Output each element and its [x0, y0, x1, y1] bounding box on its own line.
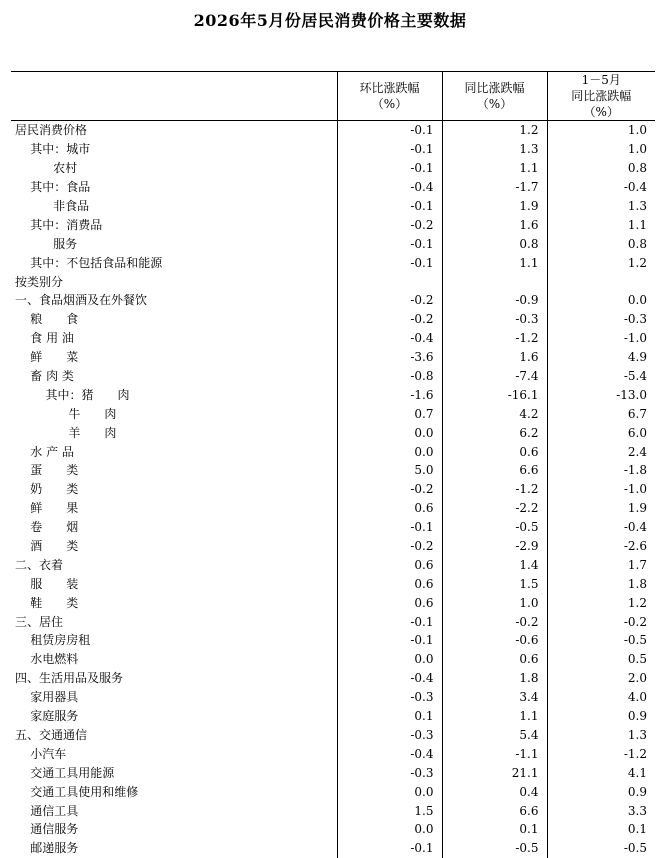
ytd-yoy-value: 0.5: [547, 650, 655, 669]
row-label: 五、交通通信: [15, 727, 88, 742]
ytd-yoy-value: -2.6: [547, 537, 655, 556]
mom-value: 1.5: [337, 801, 442, 820]
table-row: [11, 480, 655, 499]
table-row: [11, 537, 655, 556]
row-label: 按类别分: [15, 274, 64, 289]
yoy-value: -2.9: [442, 537, 547, 556]
yoy-value: 6.6: [442, 801, 547, 820]
header-line: 同比涨跌幅: [464, 81, 525, 95]
mom-value: 0.6: [337, 555, 442, 574]
ytd-yoy-value: 0.9: [547, 707, 655, 726]
mom-value: -0.2: [337, 537, 442, 556]
yoy-value: [442, 272, 547, 291]
row-label: 服 装: [15, 576, 79, 591]
table-row: [11, 291, 655, 310]
row-label: 通信工具: [15, 803, 79, 818]
header-unit: （%）: [583, 105, 619, 119]
ytd-yoy-value: 1.7: [547, 555, 655, 574]
mom-value: 0.1: [337, 707, 442, 726]
header-unit: （%）: [476, 97, 513, 111]
table-row: [11, 726, 655, 745]
mom-value: -0.1: [337, 839, 442, 858]
yoy-value: 1.5: [442, 574, 547, 593]
yoy-value: 1.2: [442, 121, 547, 140]
table-row: [11, 782, 655, 801]
mom-value: -0.1: [337, 159, 442, 178]
row-label: 其中：食品: [15, 180, 91, 195]
cpi-data-table: [11, 71, 655, 858]
row-label: 酒 类: [15, 539, 79, 554]
mom-value: 0.0: [337, 423, 442, 442]
mom-value: 0.6: [337, 574, 442, 593]
row-label: 交通工具用能源: [15, 765, 115, 780]
yoy-value: 1.8: [442, 669, 547, 688]
ytd-yoy-value: -1.8: [547, 461, 655, 480]
mom-value: -1.6: [337, 385, 442, 404]
mom-value: -0.3: [337, 726, 442, 745]
table-row: [11, 272, 655, 291]
table-row: [11, 518, 655, 537]
mom-value: -0.1: [337, 612, 442, 631]
ytd-yoy-value: 3.3: [547, 801, 655, 820]
table-header-row: [11, 72, 655, 121]
yoy-value: 3.4: [442, 688, 547, 707]
ytd-yoy-value: -1.0: [547, 329, 655, 348]
ytd-yoy-value: 1.9: [547, 499, 655, 518]
table-row: [11, 744, 655, 763]
ytd-yoy-value: 4.9: [547, 348, 655, 367]
yoy-value: 1.1: [442, 159, 547, 178]
yoy-value: 1.9: [442, 197, 547, 216]
yoy-value: -0.3: [442, 310, 547, 329]
row-label: 租赁房房租: [15, 633, 91, 648]
ytd-yoy-value: -0.5: [547, 839, 655, 858]
yoy-value: 0.4: [442, 782, 547, 801]
table-row: [11, 593, 655, 612]
ytd-yoy-value: 1.0: [547, 140, 655, 159]
mom-value: -0.1: [337, 234, 442, 253]
yoy-value: 1.3: [442, 140, 547, 159]
table-row: [11, 310, 655, 329]
row-label: 鞋 类: [15, 595, 79, 610]
yoy-value: 6.2: [442, 423, 547, 442]
mom-value: -0.2: [337, 291, 442, 310]
row-label: 牛 肉: [15, 406, 117, 421]
ytd-yoy-value: 0.8: [547, 159, 655, 178]
table-row: [11, 367, 655, 386]
yoy-value: 4.2: [442, 404, 547, 423]
row-label: 服务: [15, 236, 78, 251]
row-label: 交通工具使用和维修: [15, 784, 139, 799]
row-label: 蛋 类: [15, 463, 79, 478]
ytd-yoy-value: 1.2: [547, 593, 655, 612]
yoy-value: -0.9: [442, 291, 547, 310]
mom-value: [337, 272, 442, 291]
row-label: 其中：消费品: [15, 217, 103, 232]
row-label: 四、生活用品及服务: [15, 671, 124, 686]
mom-value: -0.2: [337, 480, 442, 499]
ytd-yoy-value: -5.4: [547, 367, 655, 386]
mom-value: -0.4: [337, 744, 442, 763]
mom-value: -3.6: [337, 348, 442, 367]
yoy-value: -0.2: [442, 612, 547, 631]
yoy-value: -2.2: [442, 499, 547, 518]
yoy-value: 1.4: [442, 555, 547, 574]
mom-value: -0.1: [337, 121, 442, 140]
ytd-yoy-value: 4.1: [547, 763, 655, 782]
ytd-yoy-value: -1.2: [547, 744, 655, 763]
row-label: 三、居住: [15, 614, 64, 629]
table-row: [11, 499, 655, 518]
table-row: [11, 404, 655, 423]
row-label: 一、食品烟酒及在外餐饮: [15, 293, 148, 308]
mom-value: 0.6: [337, 499, 442, 518]
mom-value: 0.0: [337, 442, 442, 461]
header-ytd-yoy-change: [547, 72, 655, 121]
row-label: 其中：城市: [15, 142, 91, 157]
yoy-value: 1.0: [442, 593, 547, 612]
ytd-yoy-value: 2.4: [547, 442, 655, 461]
mom-value: 0.0: [337, 820, 442, 839]
yoy-value: 0.1: [442, 820, 547, 839]
ytd-yoy-value: -1.0: [547, 480, 655, 499]
mom-value: 0.7: [337, 404, 442, 423]
row-label: 鲜 果: [15, 501, 79, 516]
ytd-yoy-value: [547, 272, 655, 291]
row-label: 居民消费价格: [15, 123, 88, 138]
row-label: 水电燃料: [15, 652, 79, 667]
mom-value: -0.8: [337, 367, 442, 386]
table-row: [11, 178, 655, 197]
table-row: [11, 820, 655, 839]
table-row: [11, 763, 655, 782]
yoy-value: 1.6: [442, 215, 547, 234]
table-body: [11, 121, 655, 858]
ytd-yoy-value: 0.9: [547, 782, 655, 801]
ytd-yoy-value: 1.3: [547, 197, 655, 216]
table-row: [11, 121, 655, 140]
row-label: 家用器具: [15, 690, 79, 705]
mom-value: -0.4: [337, 178, 442, 197]
ytd-yoy-value: -0.2: [547, 612, 655, 631]
mom-value: -0.3: [337, 763, 442, 782]
ytd-yoy-value: 6.0: [547, 423, 655, 442]
header-yoy-change: [442, 72, 547, 121]
yoy-value: -1.2: [442, 480, 547, 499]
header-unit: （%）: [371, 97, 408, 111]
table-row: [11, 631, 655, 650]
mom-value: -0.1: [337, 253, 442, 272]
yoy-value: -1.7: [442, 178, 547, 197]
header-line: 同比涨跌幅: [571, 89, 632, 103]
table-row: [11, 215, 655, 234]
row-label: 非食品: [15, 199, 90, 213]
row-label: 畜 肉 类: [15, 369, 74, 384]
yoy-value: 21.1: [442, 763, 547, 782]
table-row: [11, 461, 655, 480]
table-row: [11, 707, 655, 726]
row-label: 食 用 油: [15, 331, 74, 346]
mom-value: 0.0: [337, 650, 442, 669]
mom-value: 0.6: [337, 593, 442, 612]
yoy-value: -0.6: [442, 631, 547, 650]
row-label: 卷 烟: [15, 520, 79, 535]
ytd-yoy-value: 1.0: [547, 121, 655, 140]
row-label: 奶 类: [15, 482, 79, 497]
table-row: [11, 159, 655, 178]
mom-value: -0.4: [337, 669, 442, 688]
table-row: [11, 140, 655, 159]
row-label: 家庭服务: [15, 709, 79, 724]
table-row: [11, 253, 655, 272]
ytd-yoy-value: 0.0: [547, 291, 655, 310]
ytd-yoy-value: 1.1: [547, 215, 655, 234]
row-label: 其中：猪 肉: [15, 387, 130, 402]
document-title: 2026年5月份居民消费价格主要数据: [193, 11, 467, 30]
mom-value: -0.2: [337, 215, 442, 234]
row-label: 羊 肉: [15, 425, 117, 440]
yoy-value: -16.1: [442, 385, 547, 404]
table-row: [11, 650, 655, 669]
mom-value: -0.2: [337, 310, 442, 329]
yoy-value: -1.2: [442, 329, 547, 348]
yoy-value: 0.6: [442, 442, 547, 461]
ytd-yoy-value: 2.0: [547, 669, 655, 688]
yoy-value: 1.1: [442, 253, 547, 272]
yoy-value: 1.1: [442, 707, 547, 726]
table-row: [11, 423, 655, 442]
header-mom-change: [337, 72, 442, 121]
ytd-yoy-value: -0.5: [547, 631, 655, 650]
row-label: 水 产 品: [15, 444, 74, 459]
mom-value: -0.3: [337, 688, 442, 707]
yoy-value: 0.8: [442, 234, 547, 253]
ytd-yoy-value: 0.8: [547, 234, 655, 253]
table-row: [11, 329, 655, 348]
table-row: [11, 234, 655, 253]
ytd-yoy-value: 1.3: [547, 726, 655, 745]
ytd-yoy-value: -0.4: [547, 518, 655, 537]
header-line: 环比涨跌幅: [359, 81, 420, 95]
yoy-value: 0.6: [442, 650, 547, 669]
row-label: 鲜 菜: [15, 350, 79, 365]
yoy-value: 6.6: [442, 461, 547, 480]
yoy-value: -1.1: [442, 744, 547, 763]
mom-value: -0.1: [337, 631, 442, 650]
header-period: 1－5月: [581, 73, 621, 87]
ytd-yoy-value: 1.2: [547, 253, 655, 272]
table-row: [11, 688, 655, 707]
row-label: 粮 食: [15, 312, 79, 327]
mom-value: -0.1: [337, 140, 442, 159]
yoy-value: 1.6: [442, 348, 547, 367]
row-label: 二、衣着: [15, 557, 64, 572]
table-row: [11, 555, 655, 574]
ytd-yoy-value: -0.3: [547, 310, 655, 329]
mom-value: 0.0: [337, 782, 442, 801]
yoy-value: -0.5: [442, 518, 547, 537]
yoy-value: 5.4: [442, 726, 547, 745]
mom-value: -0.4: [337, 329, 442, 348]
ytd-yoy-value: 0.1: [547, 820, 655, 839]
table-row: [11, 348, 655, 367]
mom-value: -0.1: [337, 518, 442, 537]
row-label: 通信服务: [15, 822, 79, 837]
table-row: [11, 669, 655, 688]
table-row: [11, 801, 655, 820]
ytd-yoy-value: -13.0: [547, 385, 655, 404]
ytd-yoy-value: 4.0: [547, 688, 655, 707]
table-row: [11, 385, 655, 404]
row-label: 农村: [15, 161, 78, 176]
table-row: [11, 197, 655, 216]
ytd-yoy-value: 6.7: [547, 404, 655, 423]
table-row: [11, 612, 655, 631]
mom-value: 5.0: [337, 461, 442, 480]
yoy-value: -0.5: [442, 839, 547, 858]
table-row: [11, 574, 655, 593]
ytd-yoy-value: 1.8: [547, 574, 655, 593]
row-label: 邮递服务: [15, 841, 79, 856]
row-label: 小汽车: [15, 746, 67, 761]
ytd-yoy-value: -0.4: [547, 178, 655, 197]
yoy-value: -7.4: [442, 367, 547, 386]
row-label: 其中：不包括食品和能源: [15, 255, 163, 270]
header-item-column: [11, 72, 337, 121]
mom-value: -0.1: [337, 197, 442, 216]
table-row: [11, 442, 655, 461]
